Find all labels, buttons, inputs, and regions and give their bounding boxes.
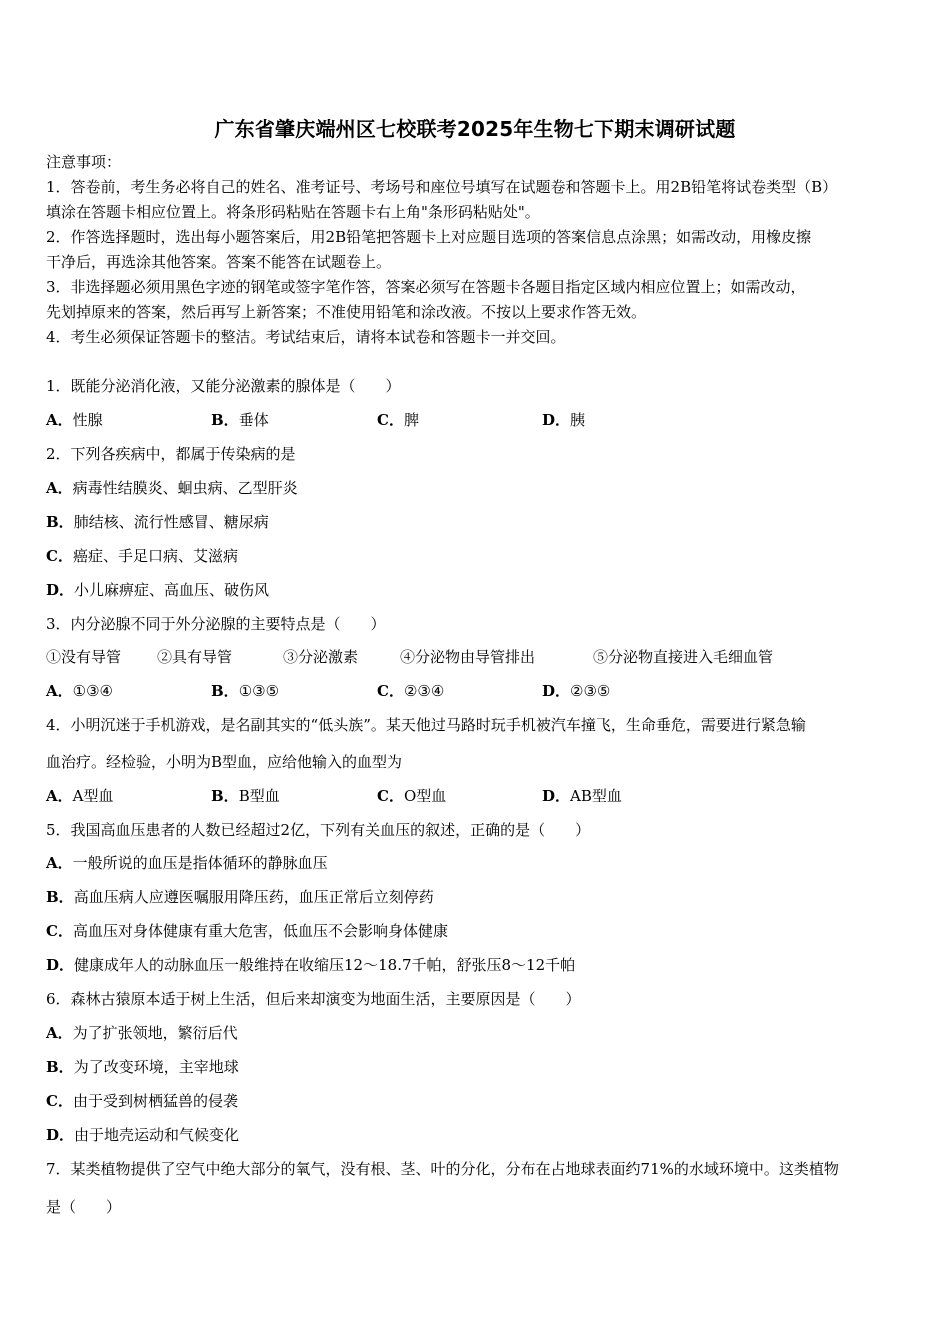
option-text: 为了改变环境，主宰地球 (73, 1058, 239, 1076)
q5-option-b (46, 887, 434, 907)
option-text: O型血 (403, 787, 447, 805)
question-7-stem: 7．某类植物提供了空气中绝大部分的氧气，没有根、茎、叶的分化，分布在占地球表面约71%的水域环境中。这类植物 (46, 1160, 839, 1178)
notice-line: 先划掉原来的答案，然后再写上新答案；不准使用铅笔和涂改液。不按以上要求作答无效。 (46, 303, 647, 321)
q3-item: ①没有导管 (46, 648, 122, 666)
option-key: C． (377, 682, 404, 700)
option-key: A． (46, 682, 73, 700)
notice-line: 2．作答选择题时，选出每小题答案后，用2B铅笔把答题卡上对应题目选项的答案信息点涂黑；如需改动，用橡皮擦 (46, 228, 812, 246)
notice-line: 3．非选择题必须用黑色字迹的钢笔或签字笔作答，答案必须写在答题卡各题目指定区域内相应位置上；如需改动， (46, 278, 806, 296)
option-key: A． (46, 854, 73, 872)
option-key: D． (542, 411, 571, 429)
option-key: C． (46, 1092, 73, 1110)
q3-item: ④分泌物由导管排出 (400, 648, 536, 666)
q3-item: ⑤分泌物直接进入毛细血管 (593, 648, 774, 666)
notice-line: 4．考生必须保证答题卡的整洁。考试结束后，请将本试卷和答题卡一并交回。 (46, 328, 566, 346)
option-text: 一般所说的血压是指体循环的静脉血压 (72, 854, 328, 872)
option-key: C． (377, 411, 404, 429)
option-key: D． (46, 956, 75, 974)
question-4-stem-cont: 血治疗。经检验，小明为B型血，应给他输入的血型为 (46, 753, 403, 771)
option-key: C． (46, 547, 73, 565)
option-key: B． (46, 888, 74, 906)
option-text: 由于受到树栖猛兽的侵袭 (72, 1092, 238, 1110)
option-key: B． (46, 1058, 74, 1076)
q4-option-b (211, 786, 280, 806)
q1-option-a (46, 410, 103, 430)
q2-option-a (46, 478, 298, 498)
option-text: 病毒性结膜炎、蛔虫病、乙型肝炎 (72, 479, 298, 497)
q3-item: ③分泌激素 (283, 648, 359, 666)
question-1-stem: 1．既能分泌消化液，又能分泌激素的腺体是（ ） (46, 377, 401, 395)
question-7-stem-cont: 是（ ） (46, 1198, 122, 1216)
option-text: ②③④ (403, 682, 445, 700)
option-text: 小儿麻痹症、高血压、破伤风 (74, 581, 270, 599)
option-text: 肺结核、流行性感冒、糖尿病 (73, 513, 269, 531)
q1-option-b (211, 410, 269, 430)
q6-option-d (46, 1125, 239, 1145)
q6-option-a (46, 1023, 238, 1043)
option-key: D． (46, 1126, 75, 1144)
option-text: ①③⑤ (238, 682, 280, 700)
question-4-stem: 4．小明沉迷于手机游戏，是名副其实的“低头族”。某天他过马路时玩手机被汽车撞飞，生命垂危，需要进行紧急输 (46, 716, 806, 734)
option-key: C． (377, 787, 404, 805)
page-title: 广东省肇庆端州区七校联考2025年生物七下期末调研试题 (214, 117, 736, 141)
option-text: 性腺 (72, 411, 103, 429)
option-key: D． (542, 682, 571, 700)
q3-option-d (542, 681, 610, 701)
notice-line: 干净后，再选涂其他答案。答案不能答在试题卷上。 (46, 253, 392, 271)
option-text: 高血压病人应遵医嘱服用降压药，血压正常后立刻停药 (73, 888, 434, 906)
option-text: 健康成年人的动脉血压一般维持在收缩压12～18.7千帕，舒张压8～12千帕 (74, 956, 576, 974)
option-text: 垂体 (238, 411, 269, 429)
option-text: A型血 (72, 787, 114, 805)
q1-option-c (377, 410, 419, 430)
q4-option-d (542, 786, 622, 806)
option-key: A． (46, 479, 73, 497)
notice-line: 1．答卷前，考生务必将自己的姓名、准考证号、考场号和座位号填写在试题卷和答题卡上。用2B铅笔将试卷类型（B） (46, 178, 838, 196)
option-text: B型血 (238, 787, 280, 805)
q3-option-b (211, 681, 279, 701)
option-text: ①③④ (72, 682, 113, 700)
option-text: 癌症、手足口病、艾滋病 (72, 547, 238, 565)
option-key: B． (211, 411, 239, 429)
question-5-stem: 5．我国高血压患者的人数已经超过2亿，下列有关血压的叙述，正确的是（ ） (46, 821, 591, 839)
q3-item: ②具有导管 (157, 648, 233, 666)
option-key: A． (46, 1024, 73, 1042)
q2-option-c (46, 546, 238, 566)
q1-option-d (542, 410, 585, 430)
notice-heading: 注意事项： (46, 153, 122, 171)
option-key: C． (46, 922, 73, 940)
q5-option-d (46, 955, 575, 975)
question-3-stem: 3．内分泌腺不同于外分泌腺的主要特点是（ ） (46, 615, 386, 633)
q6-option-b (46, 1057, 239, 1077)
option-text: 脾 (403, 411, 419, 429)
option-key: B． (46, 513, 74, 531)
q2-option-b (46, 512, 269, 532)
option-key: B． (211, 682, 239, 700)
option-text: 高血压对身体健康有重大危害，低血压不会影响身体健康 (72, 922, 448, 940)
q4-option-a (46, 786, 113, 806)
option-text: 胰 (570, 411, 586, 429)
question-2-stem: 2．下列各疾病中，都属于传染病的是 (46, 445, 296, 463)
q3-option-c (377, 681, 444, 701)
q5-option-a (46, 853, 328, 873)
q4-option-c (377, 786, 446, 806)
option-text: 由于地壳运动和气候变化 (74, 1126, 240, 1144)
question-6-stem: 6．森林古猿原本适于树上生活，但后来却演变为地面生活，主要原因是（ ） (46, 990, 581, 1008)
option-text: 为了扩张领地，繁衍后代 (72, 1024, 238, 1042)
q6-option-c (46, 1091, 238, 1111)
q5-option-c (46, 921, 448, 941)
option-key: A． (46, 787, 73, 805)
option-key: A． (46, 411, 73, 429)
option-text: AB型血 (570, 787, 622, 805)
option-text: ②③⑤ (570, 682, 611, 700)
q2-option-d (46, 580, 269, 600)
option-key: D． (46, 581, 75, 599)
q3-option-a (46, 681, 113, 701)
notice-line: 填涂在答题卡相应位置上。将条形码粘贴在答题卡右上角"条形码粘贴处"。 (46, 203, 540, 221)
option-key: B． (211, 787, 239, 805)
option-key: D． (542, 787, 571, 805)
